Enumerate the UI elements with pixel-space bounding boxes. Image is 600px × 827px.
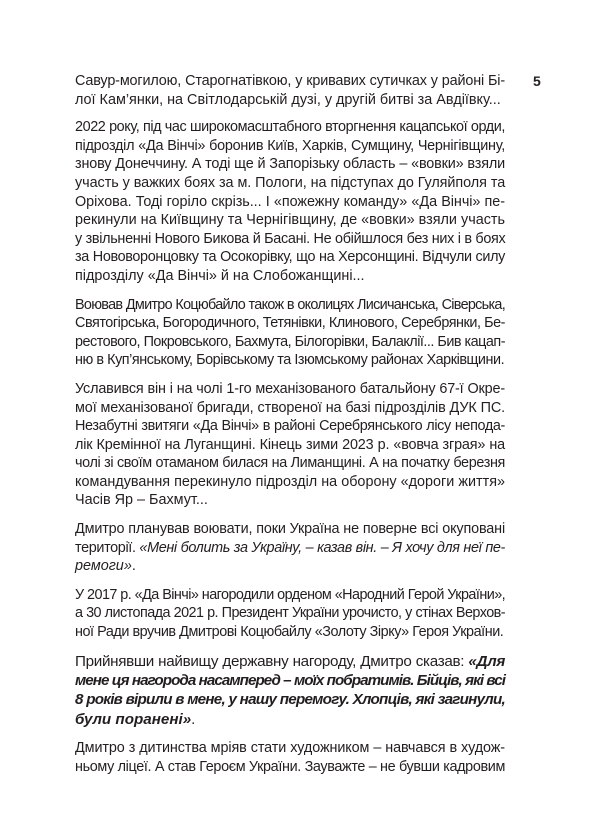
text-line: мої механізованої бригади, створеної на базі підрозділів ДУК ПС. [75, 399, 506, 416]
text-line: Дмитро планував воювати, поки Україна не поверне всі окуповані [75, 521, 505, 538]
page-number: 5 [533, 73, 541, 89]
text-line: підрозділу «Да Вінчі» й на Слобожанщині... [75, 267, 365, 284]
paragraph-8 [75, 739, 505, 776]
quote-fragment: «Мені болить за Україну, – казав він. – Я хочу для неї пе- [139, 539, 505, 556]
quote-fragment: ремоги» [75, 558, 132, 575]
text-line: а 30 листопада 2021 р. Президент України урочисто, у стінах Верхов- [75, 605, 505, 622]
text-line [75, 710, 505, 729]
text-line: ної Ради вручив Дмитрові Коцюбайлу «Золоту Зірку» Героя України. [75, 624, 504, 641]
text-line: ню в Куп’янському, Борівському та Ізюмському районах Харківщини. [75, 352, 505, 369]
text-line: Уславився він і на чолі 1-го механізованого батальйону 67-ї Окре- [75, 380, 505, 397]
text-column [75, 72, 505, 786]
text-line: Оріхова. Тоді горіло скрізь... І «пожежну команду» «Да Вінчі» пе- [75, 193, 505, 210]
paragraph-7 [75, 652, 505, 730]
text-line: лік Кремінної на Луганщині. Кінець зими 2023 р. «вовча зграя» на [75, 436, 505, 453]
text-line: Часів Яр – Бахмут... [75, 492, 208, 509]
text-line: рестового, Покровського, Бахмута, Білогорівки, Балаклії... Бив кацап- [75, 333, 505, 350]
text-line: у звільненні Нового Бикова й Басані. Не обійшлося без них і в боях [75, 230, 506, 247]
paragraph-2 [75, 118, 505, 285]
text-line: рекинули на Київщину та Чернігівщину, де «вовки» взяли участь [75, 212, 505, 229]
bold-quote-fragment: були поранені» [75, 710, 192, 728]
text-line [75, 557, 505, 576]
text-line: Святогірська, Богородичного, Тетянівки, Клинового, Серебрянки, Бе- [75, 315, 505, 332]
text-fragment: . [131, 558, 136, 575]
text-line: за Нововоронцовку та Осокорівку, що на Херсонщині. Відчули силу [75, 249, 505, 266]
text-fragment: території. [75, 539, 140, 556]
text-line: Незабутні звитяги «Да Вінчі» в районі Серебрянського лісу непода- [75, 418, 505, 435]
bold-quote-fragment: «Для [468, 652, 505, 670]
paragraph-3 [75, 296, 505, 370]
paragraph-5 [75, 520, 505, 576]
text-fragment: . [191, 710, 196, 728]
text-line: командування перекинуло підрозділ на оборону «дороги життя» [75, 473, 505, 490]
bold-quote-line: 8 років вірили в мене, у нашу перемогу. Хлопців, які загинули, [75, 691, 505, 709]
text-line [75, 539, 505, 558]
text-line: лої Кам’янки, на Світлодарській дузі, у другій битві за Авдіївку... [75, 91, 501, 108]
text-line: Воював Дмитро Коцюбайло також в околицях Лисичанська, Сіверська, [75, 296, 505, 313]
text-line: чолі зі своїм отаманом билася на Лиманщині. А на початку березня [75, 455, 505, 472]
text-line: У 2017 р. «Да Вінчі» нагородили орденом «Народний Герой України», [75, 586, 506, 603]
text-line: участь у важких боях за м. Пологи, на підступах до Гуляйполя та [75, 174, 506, 191]
text-line: 2022 року, під час широкомасштабного вторгнення кацапської орди, [75, 119, 505, 136]
bold-quote-line: мене ця нагорода насамперед – моїх побратимів. Бійців, які всі [75, 672, 505, 690]
text-line [75, 652, 505, 671]
text-line: підрозділ «Да Вінчі» боронив Київ, Харків, Сумщину, Чернігівщину, [75, 137, 505, 154]
text-line: Савур-могилою, Старогнатівкою, у кривавих сутичках у районі Бі- [75, 73, 505, 89]
text-line: ньому ліцеї. А став Героєм України. Зауважте – не бувши кадровим [75, 758, 505, 775]
text-line: Дмитро з дитинства мріяв стати художником – навчався в худож- [75, 740, 505, 757]
paragraph-4 [75, 380, 505, 510]
paragraph-1 [75, 72, 505, 109]
text-line: знову Донеччину. А тоді ще й Запорізьку область – «вовки» взяли [75, 156, 505, 173]
paragraph-6 [75, 586, 505, 642]
text-fragment: Прийнявши найвищу державну нагороду, Дмитро сказав: [75, 652, 469, 670]
